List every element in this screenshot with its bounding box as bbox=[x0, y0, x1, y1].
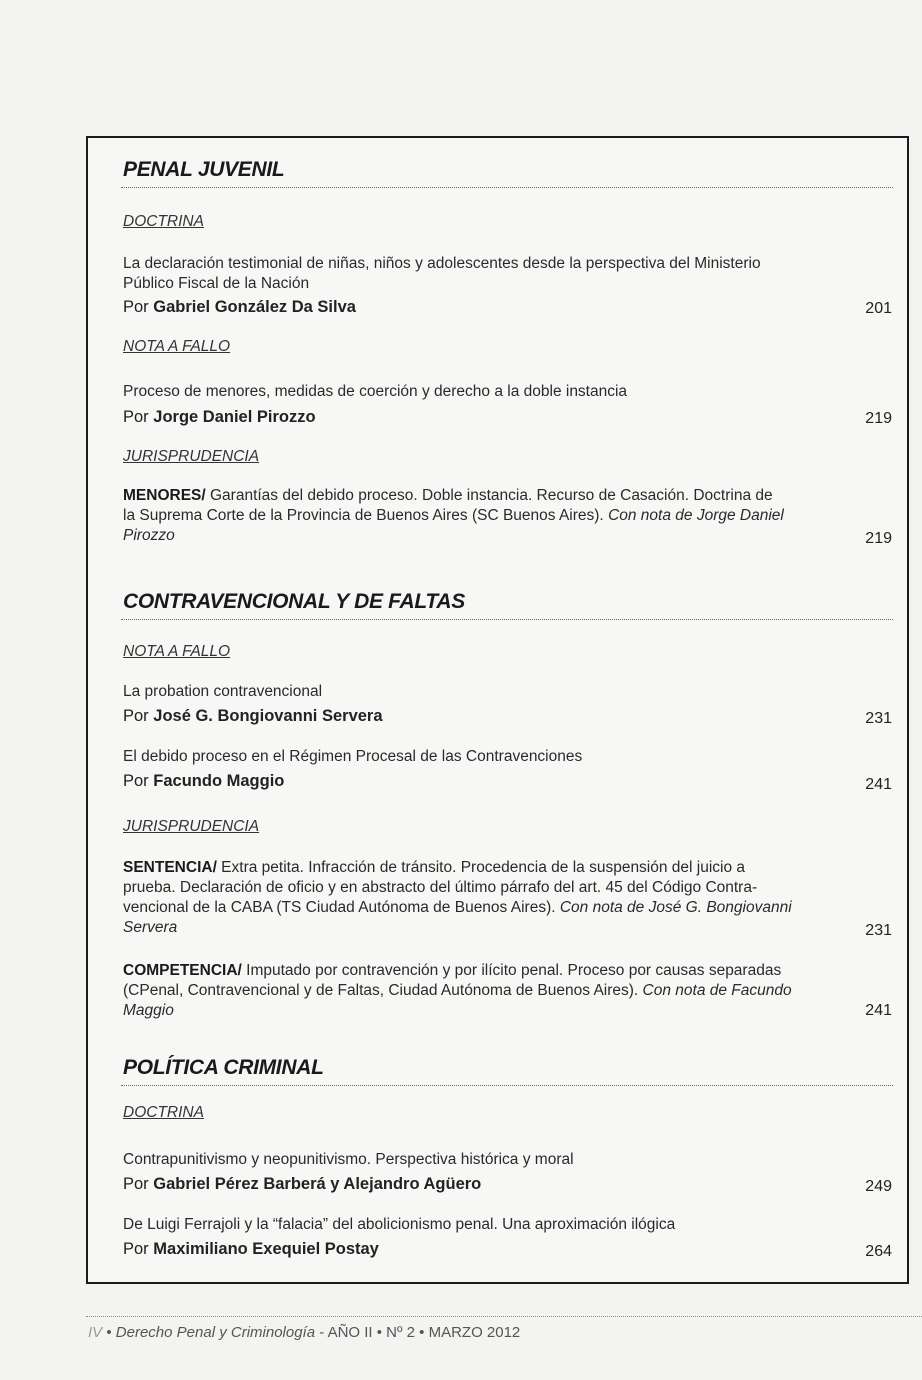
entry-text: Imputado por contravención y por ilícito penal. Proceso por causas separadas bbox=[241, 962, 782, 979]
page-footer bbox=[88, 1324, 520, 1341]
article-title[interactable]: El debido proceso en el Régimen Procesal de las Contravenciones bbox=[123, 748, 583, 765]
entry-text: (CPenal, Contravencional y de Faltas, Ciudad Autónoma de Buenos Aires). bbox=[123, 982, 643, 999]
keyword: SENTENCIA/ bbox=[123, 859, 217, 876]
subsection-doctrina: DOCTRINA bbox=[123, 213, 204, 230]
footer-journal: Derecho Penal y Criminología bbox=[115, 1324, 316, 1341]
page-number: 264 bbox=[865, 1243, 892, 1260]
por-label: Por bbox=[123, 707, 149, 725]
author-name: Maximiliano Exequiel Postay bbox=[153, 1240, 379, 1258]
article-author bbox=[123, 1175, 481, 1194]
article-title[interactable]: De Luigi Ferrajoli y la “falacia” del abolicionismo penal. Una aproximación ilógica bbox=[123, 1216, 676, 1233]
subsection-jurisprudencia: JURISPRUDENCIA bbox=[123, 448, 260, 465]
entry-text: la Suprema Corte de la Provincia de Buenos Aires (SC Buenos Aires). bbox=[123, 507, 609, 524]
article-title-line: La declaración testimonial de niñas, niños y adolescentes desde la perspectiva del Ministerio bbox=[123, 255, 761, 272]
footer-page-number: IV bbox=[88, 1324, 103, 1341]
page-number: 249 bbox=[865, 1178, 892, 1195]
page-number: 231 bbox=[865, 710, 892, 727]
page-number: 219 bbox=[865, 530, 892, 547]
por-label: Por bbox=[123, 408, 149, 426]
keyword: MENORES/ bbox=[123, 487, 206, 504]
footer-divider bbox=[86, 1316, 922, 1317]
note-text: Con nota de Facundo bbox=[642, 982, 792, 999]
page-number: 241 bbox=[865, 1002, 892, 1019]
author-name: Jorge Daniel Pirozzo bbox=[153, 408, 316, 426]
article-author bbox=[123, 1240, 379, 1259]
entry-text: vencional de la CABA (TS Ciudad Autónoma de Buenos Aires). bbox=[123, 899, 560, 916]
page-number: 241 bbox=[865, 776, 892, 793]
article-title[interactable]: Proceso de menores, medidas de coerción y derecho a la doble instancia bbox=[123, 383, 628, 400]
article-author bbox=[123, 408, 316, 427]
entry-text: Garantías del debido proceso. Doble instancia. Recurso de Casación. Doctrina de bbox=[205, 487, 773, 504]
por-label: Por bbox=[123, 298, 149, 316]
entry-text: Extra petita. Infracción de tránsito. Procedencia de la suspensión del juicio a bbox=[216, 859, 746, 876]
article-author bbox=[123, 707, 383, 726]
page-number: 231 bbox=[865, 922, 892, 939]
article-title-line: Público Fiscal de la Nación bbox=[123, 275, 310, 292]
author-name: Gabriel Pérez Barberá y Alejandro Agüero bbox=[153, 1175, 482, 1193]
page-number: 201 bbox=[865, 300, 892, 317]
section-divider bbox=[121, 1085, 893, 1086]
section-title-politica-criminal: POLÍTICA CRIMINAL bbox=[123, 1056, 324, 1079]
author-name: José G. Bongiovanni Servera bbox=[153, 707, 383, 725]
subsection-nota-a-fallo: NOTA A FALLO bbox=[123, 338, 231, 355]
section-title-penal-juvenil: PENAL JUVENIL bbox=[123, 158, 285, 181]
por-label: Por bbox=[123, 1240, 149, 1258]
section-title-contravencional: CONTRAVENCIONAL Y DE FALTAS bbox=[123, 590, 465, 613]
por-label: Por bbox=[123, 772, 149, 790]
section-divider bbox=[121, 619, 893, 620]
section-divider bbox=[121, 187, 893, 188]
subsection-nota-a-fallo: NOTA A FALLO bbox=[123, 643, 231, 660]
por-label: Por bbox=[123, 1175, 149, 1193]
subsection-doctrina: DOCTRINA bbox=[123, 1104, 204, 1121]
author-name: Gabriel González Da Silva bbox=[153, 298, 356, 316]
keyword: COMPETENCIA/ bbox=[123, 962, 242, 979]
jurisprudence-entry[interactable] bbox=[123, 486, 853, 546]
footer-separator: • bbox=[106, 1324, 112, 1341]
author-name: Facundo Maggio bbox=[153, 772, 285, 790]
article-author bbox=[123, 298, 356, 317]
note-text: Maggio bbox=[123, 1002, 174, 1019]
jurisprudence-entry[interactable] bbox=[123, 858, 853, 938]
note-text: Con nota de José G. Bongiovanni bbox=[559, 899, 792, 916]
note-text: Servera bbox=[123, 919, 178, 936]
note-text: Pirozzo bbox=[123, 527, 175, 544]
article-title[interactable] bbox=[123, 254, 843, 294]
page-number: 219 bbox=[865, 410, 892, 427]
entry-text: prueba. Declaración de oficio y en abstracto del último párrafo del art. 45 del Código Contra- bbox=[123, 879, 758, 896]
article-title[interactable]: La probation contravencional bbox=[123, 683, 323, 700]
article-author bbox=[123, 772, 284, 791]
note-text: Con nota de Jorge Daniel bbox=[608, 507, 784, 524]
jurisprudence-entry[interactable] bbox=[123, 961, 853, 1021]
article-title[interactable]: Contrapunitivismo y neopunitivismo. Perspectiva histórica y moral bbox=[123, 1151, 574, 1168]
subsection-jurisprudencia: JURISPRUDENCIA bbox=[123, 818, 260, 835]
footer-issue: - AÑO II • Nº 2 • MARZO 2012 bbox=[319, 1324, 521, 1341]
